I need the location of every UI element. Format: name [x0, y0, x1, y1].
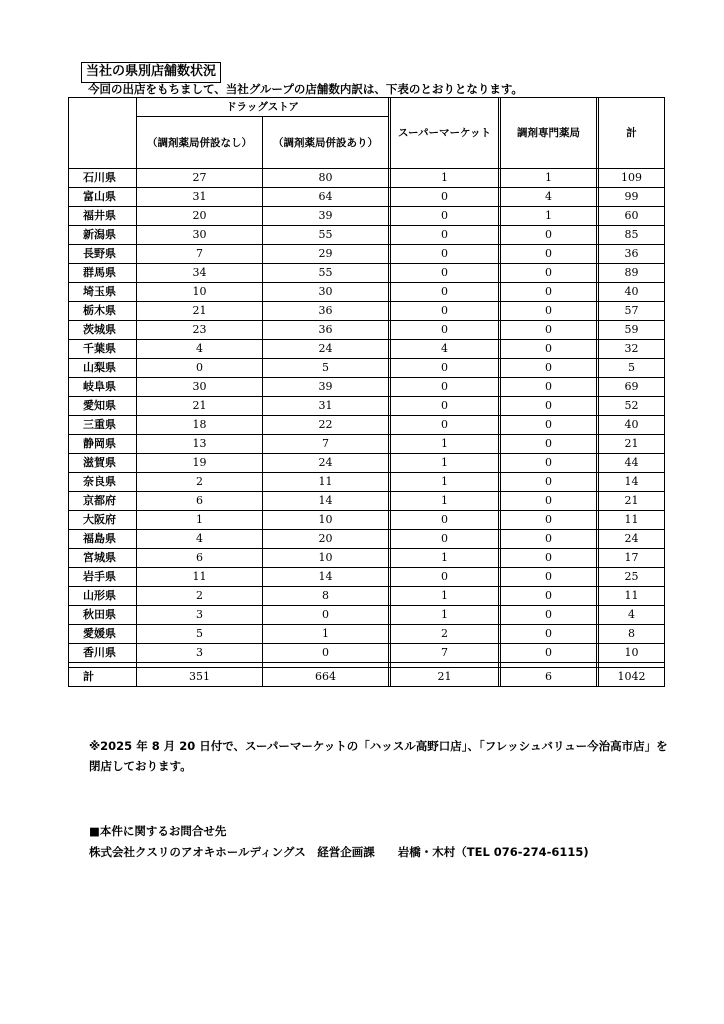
table-cell: 55: [263, 226, 389, 245]
table-row: [69, 625, 665, 644]
table-row: [69, 435, 665, 454]
table-cell: 0: [391, 378, 499, 397]
table-cell: 80: [263, 169, 389, 188]
table-row: [69, 283, 665, 302]
col-header-pharmacy: 調剤専門薬局: [501, 98, 597, 169]
table-cell: 1: [263, 625, 389, 644]
table-cell: 0: [263, 606, 389, 625]
table-cell: 7: [391, 644, 499, 663]
table-row: [69, 416, 665, 435]
table-cell: 21: [137, 397, 263, 416]
table-cell: 664: [263, 668, 389, 687]
col-header-total: 計: [599, 98, 665, 169]
table-cell: 4: [137, 530, 263, 549]
table-row: [69, 530, 665, 549]
table-row: [69, 207, 665, 226]
table-row: [69, 454, 665, 473]
table-row: [69, 169, 665, 188]
row-label: 新潟県: [69, 226, 137, 245]
table-cell: 10: [599, 644, 665, 663]
table-cell: 3: [137, 606, 263, 625]
row-label: 香川県: [69, 644, 137, 663]
table-cell: 30: [263, 283, 389, 302]
row-label: 奈良県: [69, 473, 137, 492]
table-cell: 4: [391, 340, 499, 359]
table-cell: 1: [391, 435, 499, 454]
drugstore-group-header: ドラッグストア: [137, 98, 389, 117]
total-row: [69, 668, 665, 687]
row-label: 秋田県: [69, 606, 137, 625]
table-cell: 89: [599, 264, 665, 283]
table-cell: 0: [391, 511, 499, 530]
corner-cell: [69, 98, 137, 169]
table-cell: 1: [391, 454, 499, 473]
table-cell: 85: [599, 226, 665, 245]
table-cell: 34: [137, 264, 263, 283]
table-cell: 39: [263, 207, 389, 226]
table-cell: 0: [391, 321, 499, 340]
table-row: [69, 644, 665, 663]
table-row: [69, 340, 665, 359]
table-cell: 0: [391, 397, 499, 416]
table-cell: 0: [501, 264, 597, 283]
table-cell: 0: [391, 302, 499, 321]
row-label: 滋賀県: [69, 454, 137, 473]
table-cell: 59: [599, 321, 665, 340]
table-cell: 11: [263, 473, 389, 492]
table-cell: 55: [263, 264, 389, 283]
table-cell: 0: [501, 568, 597, 587]
table-cell: 0: [391, 245, 499, 264]
contact-heading: ■本件に関するお問合せ先: [89, 824, 227, 838]
table-cell: 57: [599, 302, 665, 321]
row-label: 富山県: [69, 188, 137, 207]
table-cell: 36: [599, 245, 665, 264]
row-label: 群馬県: [69, 264, 137, 283]
table-cell: 36: [263, 302, 389, 321]
table-cell: 0: [501, 302, 597, 321]
table-cell: 1042: [599, 668, 665, 687]
table-cell: 5: [599, 359, 665, 378]
page-title: 当社の県別店舗数状況: [81, 62, 221, 83]
col-header-with-pharmacy: （調剤薬局併設あり）: [263, 117, 389, 169]
row-label: 愛媛県: [69, 625, 137, 644]
row-label: 山形県: [69, 587, 137, 606]
row-label: 千葉県: [69, 340, 137, 359]
row-label: 愛知県: [69, 397, 137, 416]
table-cell: 36: [263, 321, 389, 340]
table-cell: 1: [137, 511, 263, 530]
table-cell: 5: [263, 359, 389, 378]
table-row: [69, 587, 665, 606]
row-label: 長野県: [69, 245, 137, 264]
table-row: [69, 549, 665, 568]
table-cell: 0: [391, 530, 499, 549]
row-label: 岐阜県: [69, 378, 137, 397]
table-cell: 1: [391, 606, 499, 625]
row-label: 三重県: [69, 416, 137, 435]
row-label: 山梨県: [69, 359, 137, 378]
table-cell: 31: [263, 397, 389, 416]
table-cell: 10: [137, 283, 263, 302]
row-label: 茨城県: [69, 321, 137, 340]
table-cell: 24: [263, 340, 389, 359]
table-cell: 10: [263, 549, 389, 568]
table-cell: 0: [501, 378, 597, 397]
table-cell: 24: [599, 530, 665, 549]
table-cell: 22: [263, 416, 389, 435]
row-label: 福井県: [69, 207, 137, 226]
table-row: [69, 606, 665, 625]
table-cell: 32: [599, 340, 665, 359]
table-cell: 8: [263, 587, 389, 606]
col-header-no-pharmacy: （調剤薬局併設なし）: [137, 117, 263, 169]
table-cell: 0: [501, 606, 597, 625]
row-label: 大阪府: [69, 511, 137, 530]
table-row: [69, 492, 665, 511]
table-cell: 44: [599, 454, 665, 473]
table-cell: 18: [137, 416, 263, 435]
row-label: 栃木県: [69, 302, 137, 321]
table-cell: 2: [137, 473, 263, 492]
table-row: [69, 568, 665, 587]
table-row: [69, 473, 665, 492]
table-cell: 0: [501, 245, 597, 264]
table-cell: 11: [599, 587, 665, 606]
table-cell: 24: [263, 454, 389, 473]
table-cell: 69: [599, 378, 665, 397]
table-cell: 1: [391, 492, 499, 511]
table-row: [69, 226, 665, 245]
table-cell: 0: [501, 359, 597, 378]
table-cell: 0: [501, 416, 597, 435]
table-cell: 40: [599, 283, 665, 302]
table-cell: 20: [137, 207, 263, 226]
table-cell: 2: [391, 625, 499, 644]
table-cell: 20: [263, 530, 389, 549]
table-cell: 21: [599, 435, 665, 454]
table-cell: 109: [599, 169, 665, 188]
table-cell: 13: [137, 435, 263, 454]
table-cell: 351: [137, 668, 263, 687]
table-cell: 64: [263, 188, 389, 207]
table-cell: 1: [391, 169, 499, 188]
table-cell: 25: [599, 568, 665, 587]
row-label: 岩手県: [69, 568, 137, 587]
table-cell: 0: [501, 226, 597, 245]
table-cell: 3: [137, 644, 263, 663]
table-cell: 4: [599, 606, 665, 625]
table-cell: 30: [137, 378, 263, 397]
table-cell: 8: [599, 625, 665, 644]
table-cell: 0: [501, 511, 597, 530]
table-cell: 0: [501, 492, 597, 511]
store-count-table: [68, 97, 665, 687]
table-cell: 4: [137, 340, 263, 359]
table-cell: 0: [501, 530, 597, 549]
table-cell: 14: [263, 492, 389, 511]
table-cell: 11: [137, 568, 263, 587]
table-cell: 27: [137, 169, 263, 188]
table-cell: 5: [137, 625, 263, 644]
table-cell: 40: [599, 416, 665, 435]
table-cell: 1: [391, 549, 499, 568]
row-label: 石川県: [69, 169, 137, 188]
table-cell: 0: [501, 454, 597, 473]
row-label: 計: [69, 668, 137, 687]
table-cell: 1: [391, 473, 499, 492]
table-row: [69, 245, 665, 264]
table-row: [69, 188, 665, 207]
table-cell: 21: [599, 492, 665, 511]
row-label: 京都府: [69, 492, 137, 511]
table-cell: 14: [599, 473, 665, 492]
table-row: [69, 511, 665, 530]
table-body: [69, 169, 665, 687]
table-cell: 6: [137, 492, 263, 511]
intro-text: 今回の出店をもちまして、当社グループの店舗数内訳は、下表のとおりとなります。: [88, 82, 523, 96]
table-row: [69, 378, 665, 397]
table-cell: 4: [501, 188, 597, 207]
table-cell: 30: [137, 226, 263, 245]
table-cell: 29: [263, 245, 389, 264]
table-cell: 11: [599, 511, 665, 530]
table-cell: 0: [391, 226, 499, 245]
table-cell: 52: [599, 397, 665, 416]
contact-info: 株式会社クスリのアオキホールディングス 経営企画課 岩橋・木村（TEL 076-274-6115): [89, 845, 589, 859]
table-cell: 0: [501, 473, 597, 492]
table-row: [69, 264, 665, 283]
table-cell: 7: [263, 435, 389, 454]
table-cell: 1: [501, 169, 597, 188]
table-cell: 0: [501, 625, 597, 644]
closure-note: ※2025 年 8 月 20 日付で、スーパーマーケットの「ハッスル高野口店」、「フレッシュバリュー今治高市店」を閉店しております。: [89, 739, 668, 773]
table-cell: 0: [501, 321, 597, 340]
table-cell: 19: [137, 454, 263, 473]
table-cell: 1: [391, 587, 499, 606]
table-cell: 0: [391, 264, 499, 283]
table-row: [69, 359, 665, 378]
table-cell: 0: [501, 340, 597, 359]
table-cell: 21: [137, 302, 263, 321]
table-cell: 0: [391, 359, 499, 378]
table-cell: 0: [501, 587, 597, 606]
table-cell: 60: [599, 207, 665, 226]
table-cell: 0: [391, 188, 499, 207]
table-cell: 0: [263, 644, 389, 663]
table-cell: 17: [599, 549, 665, 568]
table-row: [69, 321, 665, 340]
table-cell: 0: [391, 568, 499, 587]
table-row: [69, 397, 665, 416]
table-cell: 0: [391, 207, 499, 226]
table-cell: 0: [501, 435, 597, 454]
col-header-supermarket: スーパーマーケット: [391, 98, 499, 169]
table-cell: 39: [263, 378, 389, 397]
row-label: 宮城県: [69, 549, 137, 568]
table-cell: 0: [391, 416, 499, 435]
table-cell: 31: [137, 188, 263, 207]
table-cell: 23: [137, 321, 263, 340]
table-cell: 0: [501, 644, 597, 663]
row-label: 福島県: [69, 530, 137, 549]
row-label: 埼玉県: [69, 283, 137, 302]
table-cell: 21: [391, 668, 499, 687]
table-cell: 2: [137, 587, 263, 606]
table-cell: 0: [391, 283, 499, 302]
table-cell: 0: [137, 359, 263, 378]
table-cell: 99: [599, 188, 665, 207]
table-cell: 6: [501, 668, 597, 687]
table-cell: 14: [263, 568, 389, 587]
row-label: 静岡県: [69, 435, 137, 454]
table-cell: 6: [137, 549, 263, 568]
table-cell: 7: [137, 245, 263, 264]
table-cell: 0: [501, 549, 597, 568]
table-cell: 1: [501, 207, 597, 226]
table-cell: 0: [501, 283, 597, 302]
table-row: [69, 302, 665, 321]
table-cell: 0: [501, 397, 597, 416]
table-cell: 10: [263, 511, 389, 530]
